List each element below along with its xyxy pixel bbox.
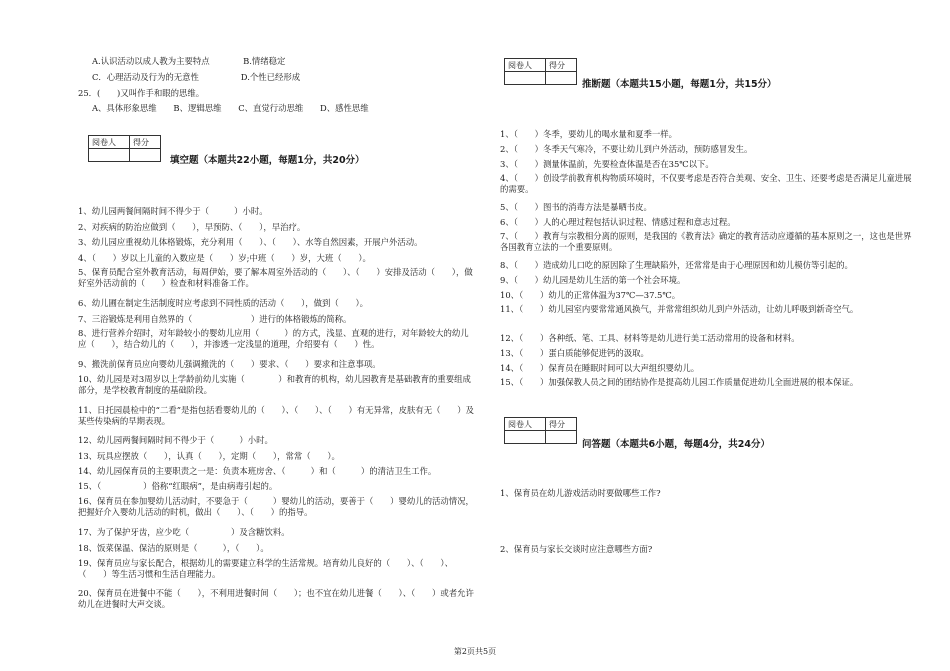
score-cell bbox=[546, 72, 577, 85]
judge-item: 13、（ ）蛋白质能够促进钙的汲取。 bbox=[500, 348, 649, 358]
score-label: 得分 bbox=[546, 59, 577, 72]
judge-item: 6、（ ）人的心理过程包括认识过程、情感过程和意志过程。 bbox=[500, 217, 736, 227]
fill-item: 16、保育员在参加婴幼儿活动时，不要急于（ ）婴幼儿的活动，要善于（ ）婴幼儿的活动情况，把握好介入婴幼儿活动的时机，做出（ ）、（ ）的指导。 bbox=[78, 496, 474, 517]
fill-item: 11、日托园晨检中的“二看”是指包括看婴幼儿的（ ）、（ ）、（ ）有无异常，皮肤有无（ ）及某些传染病的早期表现。 bbox=[78, 405, 475, 426]
fill-item: 9、搬洗前保育员应向婴幼儿强调搬洗的（ ）要求、（ ）要求和注意事项。 bbox=[78, 359, 381, 369]
grader-cell bbox=[505, 431, 546, 444]
question-25: 25．( )又叫作手和眼的思维。 bbox=[78, 88, 205, 98]
fill-item: 10、幼儿园是对3周岁以上学龄前幼儿实施（ ）和教育的机构，幼儿园教育是基础教育的重要组成部分，是学校教育制度的基础阶段。 bbox=[78, 374, 471, 395]
fill-item: 4、（ ）岁以上儿童的入数应是（ ）岁;中班（ ）岁，大班（ ）。 bbox=[78, 253, 371, 263]
option-line: A.认识活动以成人教为主要特点 B.情绪稳定 bbox=[92, 56, 286, 66]
judge-item: 7、（ ）教育与宗教相分离的原则，是我国的《教育法》确定的教育活动应遵循的基本原则之一，这也是世界各国教育立法的一个重要原则。 bbox=[500, 231, 912, 252]
score-cell bbox=[546, 431, 577, 444]
fill-item: 17、为了保护牙齿，应少吃（ ）及含糖饮料。 bbox=[78, 527, 290, 537]
score-cell bbox=[130, 149, 161, 162]
page-footer: 第2页共5页 bbox=[453, 647, 497, 656]
section-title-judge: 推断题（本题共15小题，每题1分，共15分） bbox=[582, 79, 777, 90]
score-label: 得分 bbox=[546, 418, 577, 431]
judge-item: 4、（ ）创设学前教育机构物质环境时，不仅要考虑是否符合美观、安全、卫生、还要考虑是否满足儿童进展的需要。 bbox=[500, 173, 912, 194]
judge-item: 12、（ ）各种纸、笔、工具、材料等是幼儿进行美工活动常用的设备和材料。 bbox=[500, 333, 800, 343]
grader-label: 阅卷人 bbox=[505, 418, 546, 431]
grader-label: 阅卷人 bbox=[89, 136, 130, 149]
judge-item: 5、（ ）图书的消毒方法是暴晒书皮。 bbox=[500, 202, 652, 212]
fill-item: 15、（ ）俗称“红眼病”，是由病毒引起的。 bbox=[78, 481, 278, 491]
judge-item: 1、（ ）冬季，要幼儿的喝水量和夏季一样。 bbox=[500, 129, 678, 139]
judge-item: 9、（ ）幼儿园是幼儿生活的第一个社会环境。 bbox=[500, 275, 686, 285]
grader-label: 阅卷人 bbox=[505, 59, 546, 72]
fill-item: 8、进行营养介绍时，对年龄较小的婴幼儿应用（ ）的方式，浅显、直观的进行，对年龄较大的幼儿应（ ），结合幼儿的（ ），并渗透一定浅显的道理，介绍要有（ ）性。 bbox=[78, 328, 469, 349]
section-title-fill: 填空题（本题共22小题，每题1分，共20分） bbox=[170, 155, 365, 166]
fill-item: 2、对疾病的防治应做到（ ），早预防、（ ），早治疗。 bbox=[78, 222, 306, 232]
fill-item: 20、保育员在进餐中不能（ ），不利用进餐时间（ ）；也不宜在幼儿进餐（ ）、（ ）或者允许幼儿在进餐时大声交谈。 bbox=[78, 588, 474, 609]
judge-item: 2、（ ）冬季天气寒冷，不要让幼儿到户外活动，预防感冒发生。 bbox=[500, 144, 753, 154]
grader-cell bbox=[505, 72, 546, 85]
fill-item: 12、幼儿园两餐间隔时间不得少于（ ）小时。 bbox=[78, 435, 273, 445]
fill-item: 6、幼儿圃在制定生活制度时应考虑到不同性质的活动（ ），做到（ ）。 bbox=[78, 298, 369, 308]
judge-item: 3、（ ）测量体温前，先要检查体温是否在35℃以下。 bbox=[500, 159, 714, 169]
judge-item: 15、（ ）加强保教人员之间的团结协作是提高幼儿园工作质量促进幼儿全面进展的根本保证。 bbox=[500, 377, 859, 387]
option-line: C．心理活动及行为的无意性 D.个性已经形成 bbox=[92, 72, 301, 82]
judge-item: 14、（ ）保育员在睡眠时间可以大声组织婴幼儿。 bbox=[500, 363, 700, 373]
fill-item: 5、保育员配合室外教育活动，每周伊始，要了解本周室外活动的（ ）、（ ）安排及活动（ ），做好室外活动前的（ ）检查和材料准备工作。 bbox=[78, 267, 473, 288]
fill-item: 13、玩具应摆放（ ），认真（ ），定期（ ），常常（ ）。 bbox=[78, 451, 340, 461]
judge-item: 10、（ ）幼儿的正常体温为37℃—37.5℃。 bbox=[500, 290, 681, 300]
judge-item: 8、（ ）造成幼儿口吃的原因除了生理缺陷外，还常常是由于心理原因和幼儿模仿等引起的。 bbox=[500, 260, 853, 270]
option-line: A、具体形象思维 B、逻辑思维 C、直觉行动思维 D、感性思维 bbox=[92, 103, 369, 113]
grader-cell bbox=[89, 149, 130, 162]
section-title-qa: 问答题（本题共6小题，每题4分，共24分） bbox=[582, 439, 770, 450]
score-box bbox=[88, 135, 161, 162]
fill-item: 19、保育员应与家长配合，根据幼儿的需要建立科学的生活常规。培育幼儿良好的（ ）、（ ）、（ ）等生活习惯和生活自理能力。 bbox=[78, 558, 453, 579]
fill-item: 1、幼儿园两餐间隔时间不得少于（ ）小时。 bbox=[78, 206, 268, 216]
score-box bbox=[504, 417, 577, 444]
qa-item: 1、保育员在幼儿游戏活动时要做哪些工作? bbox=[500, 488, 661, 498]
fill-item: 14、幼儿园保育员的主要职责之一是：负责本班房舍、（ ）和（ ）的清洁卫生工作。 bbox=[78, 466, 437, 476]
fill-item: 3、幼儿园应重视幼儿体格锻炼，充分利用（ ）、（ ）、水等自然因素，开展户外活动。 bbox=[78, 237, 423, 247]
score-box bbox=[504, 58, 577, 85]
fill-item: 7、三浴锻炼是利用自然界的（ ）进行的体格锻炼的简称。 bbox=[78, 314, 352, 324]
qa-item: 2、保育员与家长交谈时应注意哪些方面? bbox=[500, 544, 653, 554]
fill-item: 18、饭菜保温、保洁的原则是（ ），（ ）。 bbox=[78, 543, 269, 553]
score-label: 得分 bbox=[130, 136, 161, 149]
judge-item: 11、（ ）幼儿园室内要常常通风换气，并常常组织幼儿到户外活动，让幼儿呼吸到新奇空气。 bbox=[500, 304, 859, 314]
